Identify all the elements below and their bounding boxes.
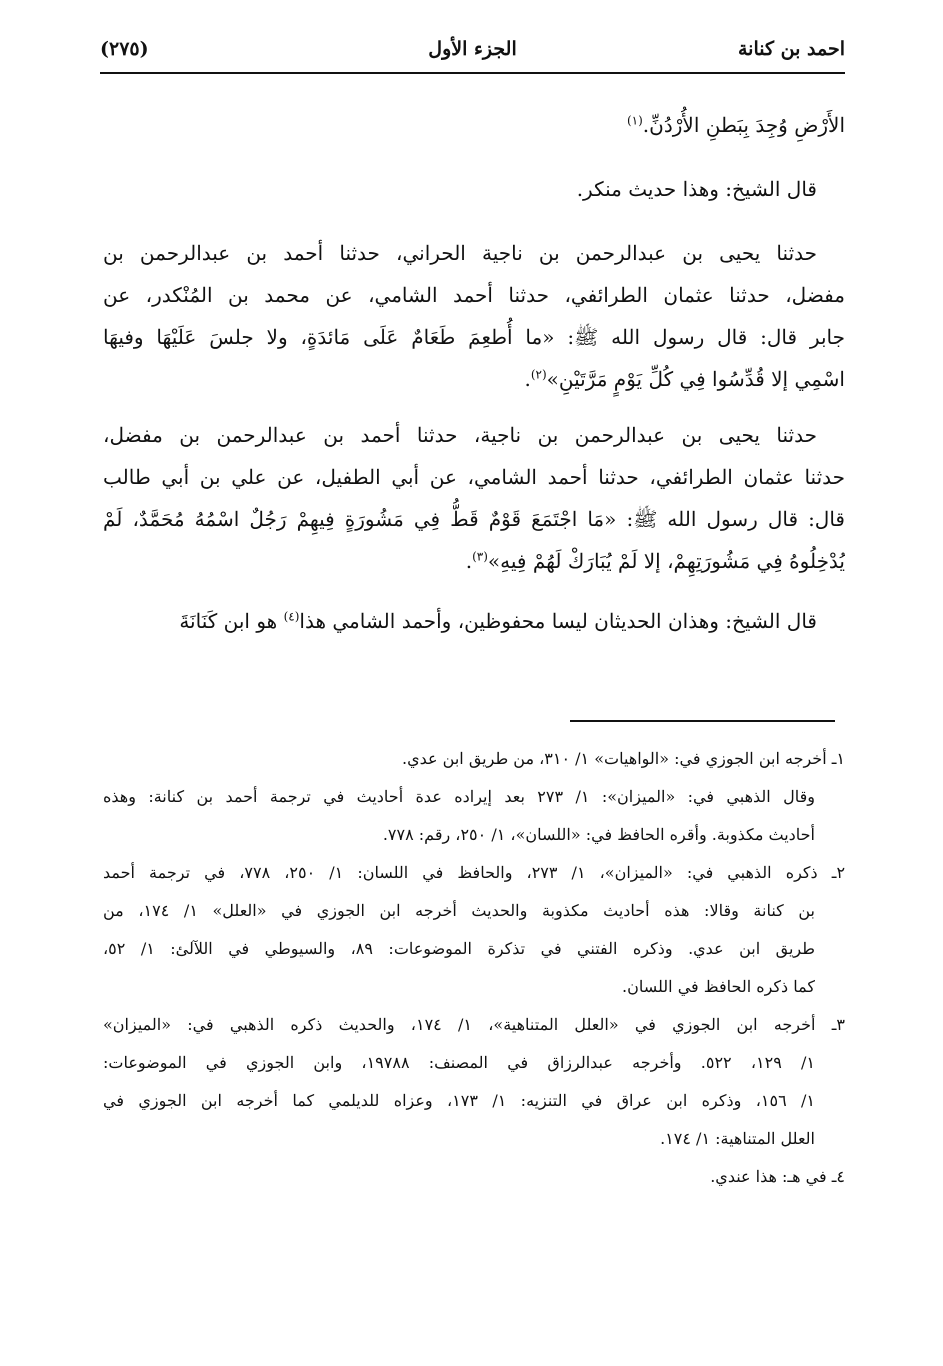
paragraph-comment [103,600,845,642]
text-line [103,358,845,400]
paragraph-hadith-2 [103,414,845,582]
footnote-line: بن كنانة وقالا: هذه أحاديث مكذوبة والحديث أخرجه ابن الجوزي في «العلل» ١/ ١٧٤، من [103,901,816,920]
text-line [103,540,845,582]
footnote-2 [103,854,845,1006]
footnote-3 [103,1006,845,1158]
running-title-volume: الجزء الأول [428,38,517,60]
footnote-ref: (٢) [530,367,547,382]
text-fragment: قال الشيخ: وهذان الحديثان ليسا محفوظين، وأحمد الشامي هذا [299,609,817,633]
footnote-ref: (١) [626,113,643,128]
paragraph-hadith-1 [103,232,845,400]
running-title-author: احمد بن كنانة [737,38,845,60]
text-fragment: يُدْخِلُوهُ فِي مَشُورَتِهِمْ، إلا لَمْ يُبَارَكْ لَهُمْ فِيهِ» [487,549,845,573]
text-line: حدثنا يحيى بن عبدالرحمن بن ناجية، حدثنا أحمد بن عبدالرحمن بن مفضل، [103,423,817,447]
footnote-4 [103,1158,845,1196]
footnote-line: العلل المتناهية: ١/ ١٧٤. [660,1129,815,1148]
paragraph-line [103,168,845,210]
text-line [103,104,845,146]
text-fragment: . [524,367,531,391]
footnote-ref: (٣) [472,549,488,564]
text-fragment: اسْمِي إلا قُدِّسُوا فِي كُلِّ يَوْمٍ مَرَّتَيْنِ» [546,367,845,391]
page-number: (٢٧٥) [100,38,149,60]
text-line: حدثنا يحيى بن عبدالرحمن بن ناجية الحراني، حدثنا أحمد بن عبدالرحمن بن [103,241,817,265]
main-text [103,104,845,642]
footnote-line: كما ذكره الحافظ في اللسان. [622,977,815,996]
footnote-line: ٣ـ أخرجه ابن الجوزي في «العلل المتناهية»، ١/ ١٧٤، والحديث ذكره الذهبي في: «الميزان» [103,1015,845,1034]
page-header [100,38,845,72]
footnotes [103,740,845,1196]
footnote-line: ١/ ١٢٩، ٥٢٢. وأخرجه عبدالرزاق في المصنف: ١٩٧٨٨، وابن الجوزي في الموضوعات: [103,1053,816,1072]
footnote-line: ٢ـ ذكره الذهبي في: «الميزان»، ١/ ٢٧٣، والحافظ في اللسان: ١/ ٢٥٠، ٧٧٨، في ترجمة أحمد [103,863,845,882]
footnote-1 [103,740,845,854]
footnote-line: ١/ ١٥٦، وذكره ابن عراق في التنزيه: ١/ ١٧٣، وعزاه للديلمي كما أخرجه ابن الجوزي في [103,1091,816,1110]
footnote-divider [570,720,835,722]
text-fragment: قال الشيخ: وهذا حديث منكر. [576,177,817,201]
text-fragment: الأَرْضِ وُجِدَ بِبَطنِ الأُرْدُنِّ. [642,113,845,137]
footnote-line: ١ـ أخرجه ابن الجوزي في: «الواهيات» ١/ ٣١٠، من طريق ابن عدي. [402,749,845,768]
text-line: جابر قال: قال رسول الله ﷺ: «ما أُطعِمَ طَعَامٌ عَلَى مَائدَةٍ، ولا جلسَ عَلَيْهَا وفيهَا [103,325,845,349]
header-divider [100,72,845,74]
footnote-line: أحاديث مكذوبة. وأقره الحافظ في: «اللسان»، ١/ ٢٥٠، رقم: ٧٧٨. [382,825,815,844]
footnote-line: وقال الذهبي في: «الميزان»: ١/ ٢٧٣ بعد إيراده عدة أحاديث في ترجمة أحمد بن كنانة: وهذه [103,787,815,806]
footnote-line: طريق ابن عدي. وذكره الفتني في تذكرة الموضوعات: ٨٩، والسيوطي في اللآلئ: ١/ ٥٢، [103,939,815,958]
footnote-line: ٤ـ في هـ: هذا عندي. [710,1167,845,1186]
text-line: حدثنا عثمان الطرائفي، حدثنا أحمد الشامي، عن أبي الطفيل، عن علي بن أبي طالب [103,465,845,489]
text-line: مفضل، حدثنا عثمان الطرائفي، حدثنا أحمد الشامي، عن محمد بن المُنْكدر، عن [103,283,845,307]
text-fragment: . [465,549,473,573]
text-line: قال: قال رسول الله ﷺ: «مَا اجْتَمَعَ قَوْمٌ قَطُّ فِي مَشُورَةٍ فِيهِمْ رَجُلٌ اسْمُهُ مُحَمَّدٌ، لَمْ [103,507,845,531]
text-line [103,600,845,642]
footnote-ref: (٤) [283,609,300,624]
text-fragment: هو ابن كَنَانَةَ [179,609,284,633]
